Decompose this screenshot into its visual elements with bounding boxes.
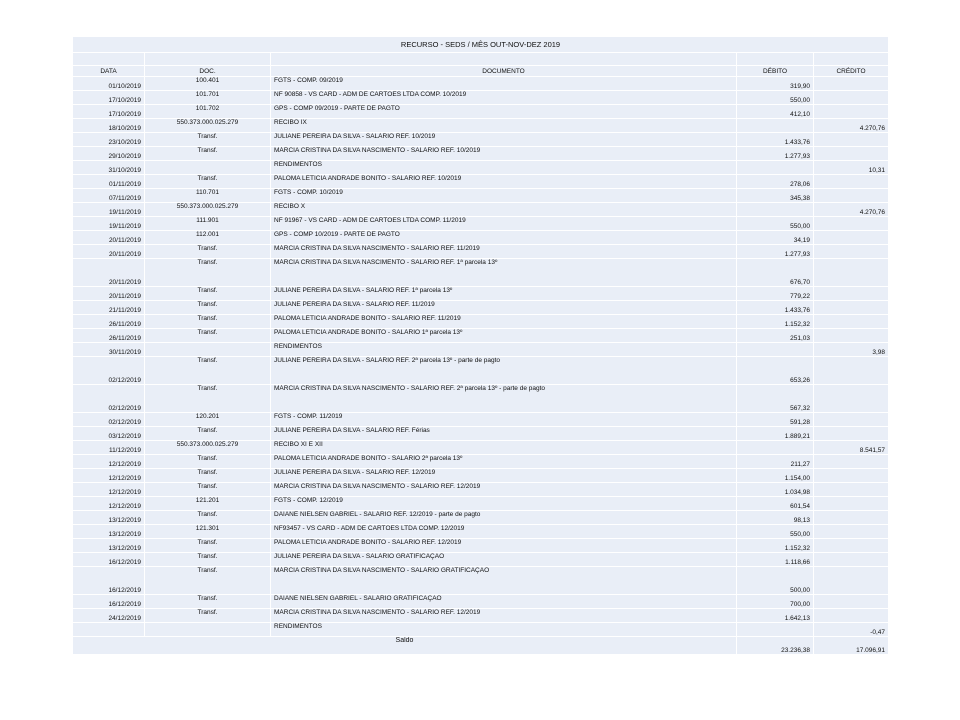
cell-date: 21/11/2019 <box>73 301 145 315</box>
cell-description: MÁRCIA CRISTINA DA SILVA NASCIMENTO - SALÁRIO GRATIFICAÇÃO <box>271 567 737 595</box>
cell-debit: 211,27 <box>737 455 814 469</box>
cell-description: PALOMA LETICIA ANDRADE BONITO - SALÁRIO REF. 12/2019 <box>271 539 737 553</box>
cell-credit <box>814 217 889 231</box>
cell-debit: 34,19 <box>737 231 814 245</box>
cell-debit: 567,32 <box>737 385 814 413</box>
cell-credit: 4.270,76 <box>814 203 889 217</box>
cell-debit: 1.118,66 <box>737 553 814 567</box>
cell-doc: 101.701 <box>145 91 271 105</box>
cell-date: 02/12/2019 <box>73 413 145 427</box>
cell-date: 19/11/2019 <box>73 203 145 217</box>
table-row <box>73 539 889 553</box>
cell-doc: Transf. <box>145 357 271 385</box>
cell-credit <box>814 147 889 161</box>
cell-description: FGTS - COMP. 09/2019 <box>271 77 737 91</box>
cell-doc: Transf. <box>145 385 271 413</box>
cell-debit: 1.277,93 <box>737 147 814 161</box>
cell-description: NF 91967 - VS CARD - ADM DE CARTÕES LTDA COMP. 11/2019 <box>271 217 737 231</box>
cell-doc: Transf. <box>145 147 271 161</box>
cell-credit: 8.541,57 <box>814 441 889 455</box>
cell-credit <box>814 385 889 413</box>
saldo-row <box>73 637 889 655</box>
cell-debit <box>737 441 814 455</box>
cell-debit: 591,28 <box>737 413 814 427</box>
statement-table <box>72 36 889 655</box>
cell-description: JULIANE PEREIRA DA SILVA - SALÁRIO REF. 11/2019 <box>271 301 737 315</box>
cell-credit <box>814 301 889 315</box>
cell-doc: 550.373.000.025.279 <box>145 203 271 217</box>
table-row <box>73 161 889 175</box>
cell-doc: Transf. <box>145 427 271 441</box>
table-row <box>73 119 889 133</box>
cell-doc: Transf. <box>145 595 271 609</box>
cell-doc: Transf. <box>145 329 271 343</box>
header-doc: DOC. <box>145 66 271 77</box>
cell-description: MÁRCIA CRISTINA DA SILVA NASCIMENTO - SALÁRIO REF. 2ª parcela 13º - parte de pagto <box>271 385 737 413</box>
cell-debit: 1.154,00 <box>737 469 814 483</box>
table-row <box>73 553 889 567</box>
cell-date: 20/11/2019 <box>73 245 145 259</box>
cell-doc <box>145 343 271 357</box>
cell-date: 17/10/2019 <box>73 105 145 119</box>
cell-doc: 121.201 <box>145 497 271 511</box>
cell-credit <box>814 413 889 427</box>
table-row <box>73 133 889 147</box>
cell-date: 16/12/2019 <box>73 595 145 609</box>
cell-date: 20/11/2019 <box>73 231 145 245</box>
cell-credit <box>814 567 889 595</box>
cell-date: 31/10/2019 <box>73 161 145 175</box>
cell-debit: 1.152,32 <box>737 315 814 329</box>
cell-doc: Transf. <box>145 259 271 287</box>
cell-credit <box>814 259 889 287</box>
table-row <box>73 469 889 483</box>
cell-debit: 653,26 <box>737 357 814 385</box>
cell-doc: 120.201 <box>145 413 271 427</box>
cell-doc: 101.702 <box>145 105 271 119</box>
cell-debit: 1.889,21 <box>737 427 814 441</box>
cell-date: 26/11/2019 <box>73 315 145 329</box>
cell-date: 02/12/2019 <box>73 385 145 413</box>
cell-debit: 251,03 <box>737 329 814 343</box>
cell-doc: Transf. <box>145 469 271 483</box>
cell-debit: 700,00 <box>737 595 814 609</box>
cell-debit <box>737 623 814 637</box>
cell-doc: Transf. <box>145 455 271 469</box>
title-row <box>73 37 889 53</box>
spacer-row <box>73 53 889 66</box>
cell-date <box>73 623 145 637</box>
cell-doc: 112.001 <box>145 231 271 245</box>
table-row <box>73 455 889 469</box>
cell-doc: Transf. <box>145 483 271 497</box>
table-row <box>73 595 889 609</box>
table-row <box>73 427 889 441</box>
cell-date: 20/11/2019 <box>73 259 145 287</box>
table-row <box>73 413 889 427</box>
table-row <box>73 231 889 245</box>
cell-credit <box>814 189 889 203</box>
table-row <box>73 147 889 161</box>
cell-description: NF93457 - VS CARD - ADM DE CARTÕES LTDA COMP. 12/2019 <box>271 525 737 539</box>
cell-doc: 100.401 <box>145 77 271 91</box>
cell-debit: 1.642,13 <box>737 609 814 623</box>
cell-date: 01/11/2019 <box>73 175 145 189</box>
cell-date: 11/12/2019 <box>73 441 145 455</box>
cell-debit: 779,22 <box>737 287 814 301</box>
cell-date: 18/10/2019 <box>73 119 145 133</box>
cell-debit: 1.433,76 <box>737 301 814 315</box>
cell-date: 17/10/2019 <box>73 91 145 105</box>
cell-description: MÁRCIA CRISTINA DA SILVA NASCIMENTO - SALÁRIO REF. 12/2019 <box>271 483 737 497</box>
cell-doc: 121.301 <box>145 525 271 539</box>
table-row <box>73 301 889 315</box>
cell-doc: Transf. <box>145 567 271 595</box>
table-row <box>73 217 889 231</box>
table-row <box>73 385 889 413</box>
cell-debit: 550,00 <box>737 91 814 105</box>
table-row <box>73 259 889 287</box>
cell-credit <box>814 315 889 329</box>
cell-credit <box>814 525 889 539</box>
cell-debit <box>737 119 814 133</box>
cell-description: FGTS - COMP. 11/2019 <box>271 413 737 427</box>
table-row <box>73 175 889 189</box>
cell-description: MÁRCIA CRISTINA DA SILVA NASCIMENTO - SALÁRIO REF. 1ª parcela 13º <box>271 259 737 287</box>
cell-doc: Transf. <box>145 245 271 259</box>
cell-description: NF 90858 - VS CARD - ADM DE CARTÕES LTDA COMP. 10/2019 <box>271 91 737 105</box>
table-row <box>73 245 889 259</box>
cell-credit <box>814 91 889 105</box>
cell-doc: Transf. <box>145 301 271 315</box>
saldo-credit-total: 17.096,91 <box>814 637 889 655</box>
cell-doc: Transf. <box>145 175 271 189</box>
cell-doc: Transf. <box>145 609 271 623</box>
cell-description: GPS - COMP 10/2019 - PARTE DE PAGTO <box>271 231 737 245</box>
cell-date: 02/12/2019 <box>73 357 145 385</box>
cell-credit <box>814 287 889 301</box>
cell-credit: -0,47 <box>814 623 889 637</box>
cell-description: PALOMA LETICIA ANDRADE BONITO - SALÁRIO 2ª parcela 13º <box>271 455 737 469</box>
table-row <box>73 483 889 497</box>
cell-credit <box>814 483 889 497</box>
cell-credit <box>814 427 889 441</box>
cell-debit: 500,00 <box>737 567 814 595</box>
cell-debit: 412,10 <box>737 105 814 119</box>
cell-description: MÁRCIA CRISTINA DA SILVA NASCIMENTO - SALÁRIO REF. 12/2019 <box>271 609 737 623</box>
cell-description: MÁRCIA CRISTINA DA SILVA NASCIMENTO - SALÁRIO REF. 10/2019 <box>271 147 737 161</box>
cell-description: RECIBO IX <box>271 119 737 133</box>
cell-credit <box>814 511 889 525</box>
cell-description: FGTS - COMP. 10/2019 <box>271 189 737 203</box>
cell-description: JULIANE PEREIRA DA SILVA - SALÁRIO REF. 12/2019 <box>271 469 737 483</box>
cell-credit <box>814 329 889 343</box>
cell-description: JULIANE PEREIRA DA SILVA - SALÁRIO REF. 10/2019 <box>271 133 737 147</box>
cell-date: 12/12/2019 <box>73 497 145 511</box>
table-row <box>73 315 889 329</box>
cell-date: 07/11/2019 <box>73 189 145 203</box>
cell-description: RECIBO XI E XII <box>271 441 737 455</box>
cell-debit: 1.277,93 <box>737 245 814 259</box>
table-row <box>73 497 889 511</box>
table-row <box>73 623 889 637</box>
cell-doc: Transf. <box>145 553 271 567</box>
table-row <box>73 357 889 385</box>
cell-credit <box>814 553 889 567</box>
header-description: DOCUMENTO <box>271 66 737 77</box>
cell-debit: 278,06 <box>737 175 814 189</box>
saldo-debit-total: 23.236,38 <box>737 637 814 655</box>
table-row <box>73 91 889 105</box>
cell-description: PALOMA LETICIA ANDRADE BONITO - SALÁRIO 1ª parcela 13º <box>271 329 737 343</box>
cell-doc: Transf. <box>145 133 271 147</box>
cell-date: 12/12/2019 <box>73 455 145 469</box>
cell-debit: 1.034,98 <box>737 483 814 497</box>
table-row <box>73 203 889 217</box>
cell-description: RENDIMENTOS <box>271 343 737 357</box>
cell-description: RENDIMENTOS <box>271 623 737 637</box>
cell-credit <box>814 497 889 511</box>
cell-credit: 10,31 <box>814 161 889 175</box>
cell-debit: 1.433,76 <box>737 133 814 147</box>
cell-doc: 111.901 <box>145 217 271 231</box>
cell-credit <box>814 231 889 245</box>
table-row <box>73 525 889 539</box>
cell-credit <box>814 469 889 483</box>
cell-description: DAIANE NIELSEN GABRIEL - SALÁRIO GRATIFICAÇÃO <box>271 595 737 609</box>
table-row <box>73 441 889 455</box>
cell-credit <box>814 595 889 609</box>
cell-date: 19/11/2019 <box>73 217 145 231</box>
cell-debit: 319,90 <box>737 77 814 91</box>
table-row <box>73 343 889 357</box>
cell-credit <box>814 455 889 469</box>
cell-description: PALOMA LETICIA ANDRADE BONITO - SALÁRIO REF. 10/2019 <box>271 175 737 189</box>
table-row <box>73 77 889 91</box>
cell-description: FGTS - COMP. 12/2019 <box>271 497 737 511</box>
cell-date: 13/12/2019 <box>73 525 145 539</box>
table-row <box>73 287 889 301</box>
cell-credit: 3,98 <box>814 343 889 357</box>
cell-doc: Transf. <box>145 315 271 329</box>
cell-credit <box>814 175 889 189</box>
cell-credit <box>814 105 889 119</box>
cell-date: 16/12/2019 <box>73 567 145 595</box>
cell-debit: 550,00 <box>737 217 814 231</box>
cell-credit <box>814 539 889 553</box>
header-credit: CRÉDITO <box>814 66 889 77</box>
cell-date: 12/12/2019 <box>73 483 145 497</box>
cell-date: 01/10/2019 <box>73 77 145 91</box>
cell-description: PALOMA LETICIA ANDRADE BONITO - SALÁRIO REF. 11/2019 <box>271 315 737 329</box>
cell-doc <box>145 161 271 175</box>
cell-debit: 676,70 <box>737 259 814 287</box>
cell-description: MÁRCIA CRISTINA DA SILVA NASCIMENTO - SALÁRIO REF. 11/2019 <box>271 245 737 259</box>
cell-date: 30/11/2019 <box>73 343 145 357</box>
cell-credit <box>814 357 889 385</box>
cell-debit: 345,38 <box>737 189 814 203</box>
table-row <box>73 511 889 525</box>
cell-date: 12/12/2019 <box>73 469 145 483</box>
cell-description: JULIANE PEREIRA DA SILVA - SALÁRIO REF. 2ª parcela 13º - parte de pagto <box>271 357 737 385</box>
cell-debit: 1.152,32 <box>737 539 814 553</box>
cell-date: 03/12/2019 <box>73 427 145 441</box>
table-row <box>73 329 889 343</box>
cell-doc: 550.373.000.025.279 <box>145 441 271 455</box>
cell-description: RECIBO X <box>271 203 737 217</box>
cell-debit <box>737 343 814 357</box>
cell-description: JULIANE PEREIRA DA SILVA - SALÁRIO GRATIFICAÇÃO <box>271 553 737 567</box>
cell-credit <box>814 609 889 623</box>
cell-date: 23/10/2019 <box>73 133 145 147</box>
cell-doc: Transf. <box>145 539 271 553</box>
cell-credit <box>814 77 889 91</box>
table-row <box>73 189 889 203</box>
cell-doc <box>145 623 271 637</box>
header-row <box>73 66 889 77</box>
header-date: DATA <box>73 66 145 77</box>
saldo-label: Saldo <box>73 637 737 655</box>
cell-credit <box>814 133 889 147</box>
cell-doc: Transf. <box>145 511 271 525</box>
cell-doc: Transf. <box>145 287 271 301</box>
table-row <box>73 609 889 623</box>
header-debit: DÉBITO <box>737 66 814 77</box>
cell-date: 13/12/2019 <box>73 539 145 553</box>
cell-doc: 110.701 <box>145 189 271 203</box>
cell-date: 20/11/2019 <box>73 287 145 301</box>
cell-description: JULIANE PEREIRA DA SILVA - SALÁRIO REF. 1ª parcela 13º <box>271 287 737 301</box>
cell-description: RENDIMENTOS <box>271 161 737 175</box>
cell-date: 16/12/2019 <box>73 553 145 567</box>
cell-credit <box>814 245 889 259</box>
cell-date: 24/12/2019 <box>73 609 145 623</box>
cell-date: 26/11/2019 <box>73 329 145 343</box>
table-row <box>73 567 889 595</box>
cell-description: JULIANE PEREIRA DA SILVA - SALÁRIO REF. Férias <box>271 427 737 441</box>
cell-debit <box>737 203 814 217</box>
cell-date: 13/12/2019 <box>73 511 145 525</box>
cell-debit: 550,00 <box>737 525 814 539</box>
cell-credit: 4.270,76 <box>814 119 889 133</box>
cell-description: GPS - COMP 09/2019 - PARTE DE PAGTO <box>271 105 737 119</box>
cell-description: DAIANE NIELSEN GABRIEL - SALÁRIO REF. 12/2019 - parte de pagto <box>271 511 737 525</box>
cell-doc: 550.373.000.025.279 <box>145 119 271 133</box>
page-title: RECURSO - SEDS / MÊS OUT-NOV-DEZ 2019 <box>73 37 889 53</box>
cell-debit <box>737 161 814 175</box>
cell-debit: 98,13 <box>737 511 814 525</box>
cell-debit: 601,54 <box>737 497 814 511</box>
table-row <box>73 105 889 119</box>
cell-date: 29/10/2019 <box>73 147 145 161</box>
